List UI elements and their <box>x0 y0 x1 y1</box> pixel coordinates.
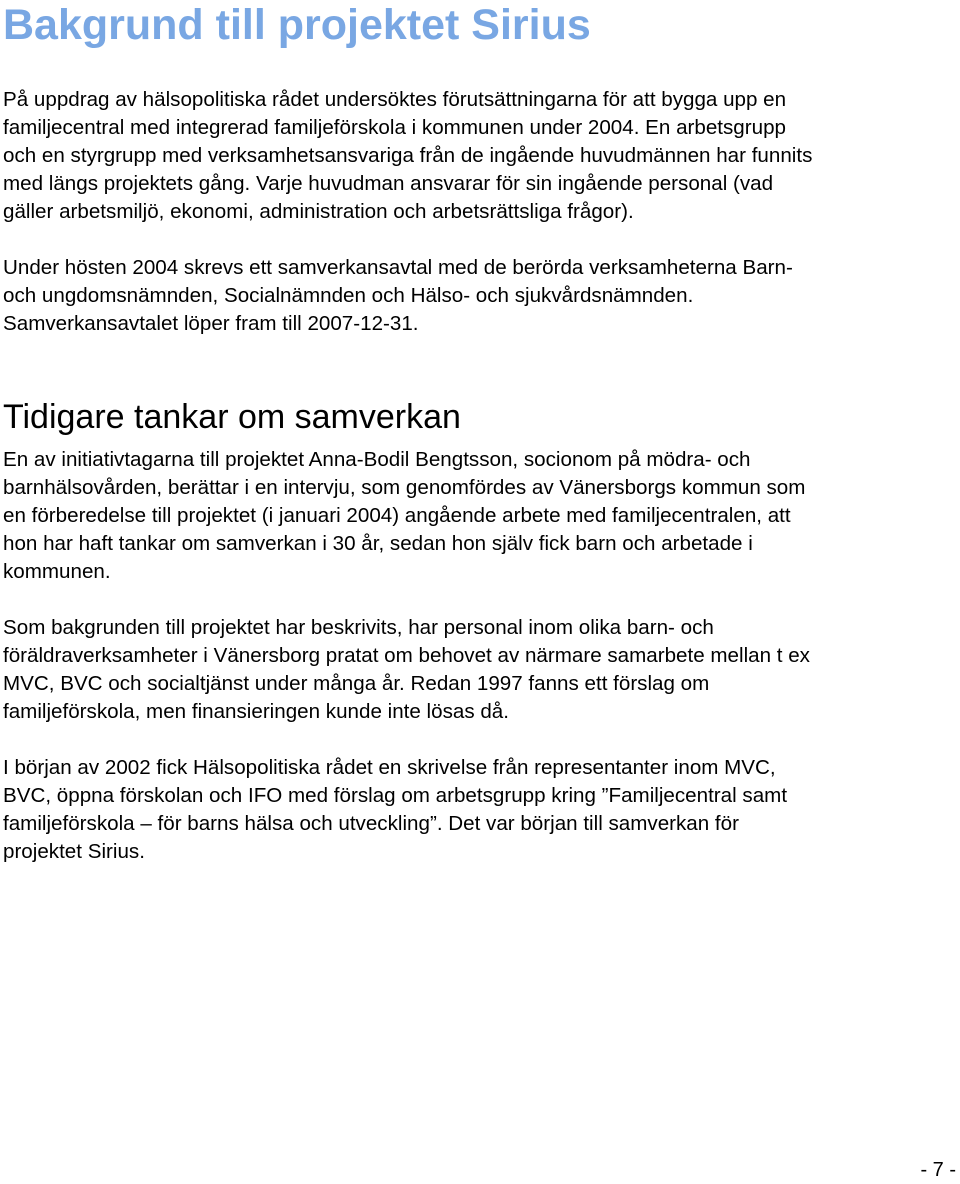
text-line: hon har haft tankar om samverkan i 30 år, sedan hon själv fick barn och arbetade i <box>3 532 753 555</box>
paragraph-background <box>3 614 810 726</box>
text-line: barnhälsovården, berättar i en intervju, som genomfördes av Vänersborgs kommun som <box>3 476 806 499</box>
section-heading: Tidigare tankar om samverkan <box>3 398 461 436</box>
paragraph-assignment <box>3 86 812 226</box>
text-line: projektet Sirius. <box>3 840 145 863</box>
text-line: familjeförskola, men finansieringen kunde inte lösas då. <box>3 700 509 723</box>
page-title: Bakgrund till projektet Sirius <box>3 1 591 49</box>
text-line: Som bakgrunden till projektet har beskrivits, har personal inom olika barn- och <box>3 616 714 639</box>
page-number: - 7 - <box>920 1159 956 1181</box>
text-line: På uppdrag av hälsopolitiska rådet undersöktes förutsättningarna för att bygga upp en <box>3 88 787 111</box>
paragraph-initiator <box>3 446 805 586</box>
text-line: med längs projektets gång. Varje huvudman ansvarar för sin ingående personal (vad <box>3 172 774 195</box>
paragraph-agreement <box>3 254 793 338</box>
text-line: en förberedelse till projektet (i januari 2004) angående arbete med familjecentralen, att <box>3 504 791 527</box>
text-line: och en styrgrupp med verksamhetsansvariga från de ingående huvudmännen har funnits <box>3 144 813 167</box>
text-line: och ungdomsnämnden, Socialnämnden och Hälso- och sjukvårdsnämnden. <box>3 284 694 307</box>
text-line: familjeförskola – för barns hälsa och utveckling”. Det var början till samverkan för <box>3 812 739 835</box>
text-line: gäller arbetsmiljö, ekonomi, administration och arbetsrättsliga frågor). <box>3 200 634 223</box>
text-line: familjecentral med integrerad familjeförskola i kommunen under 2004. En arbetsgrupp <box>3 116 786 139</box>
text-line: BVC, öppna förskolan och IFO med förslag om arbetsgrupp kring ”Familjecentral samt <box>3 784 788 807</box>
paragraph-2002 <box>3 754 787 866</box>
text-line: I början av 2002 fick Hälsopolitiska rådet en skrivelse från representanter inom MVC, <box>3 756 776 779</box>
text-line: föräldraverksamheter i Vänersborg pratat om behovet av närmare samarbete mellan t ex <box>3 644 810 667</box>
text-line: En av initiativtagarna till projektet Anna-Bodil Bengtsson, socionom på mödra- och <box>3 448 751 471</box>
text-line: kommunen. <box>3 560 111 583</box>
text-line: Samverkansavtalet löper fram till 2007-12-31. <box>3 312 419 335</box>
text-line: MVC, BVC och socialtjänst under många år. Redan 1997 fanns ett förslag om <box>3 672 710 695</box>
text-line: Under hösten 2004 skrevs ett samverkansavtal med de berörda verksamheterna Barn- <box>3 256 793 279</box>
